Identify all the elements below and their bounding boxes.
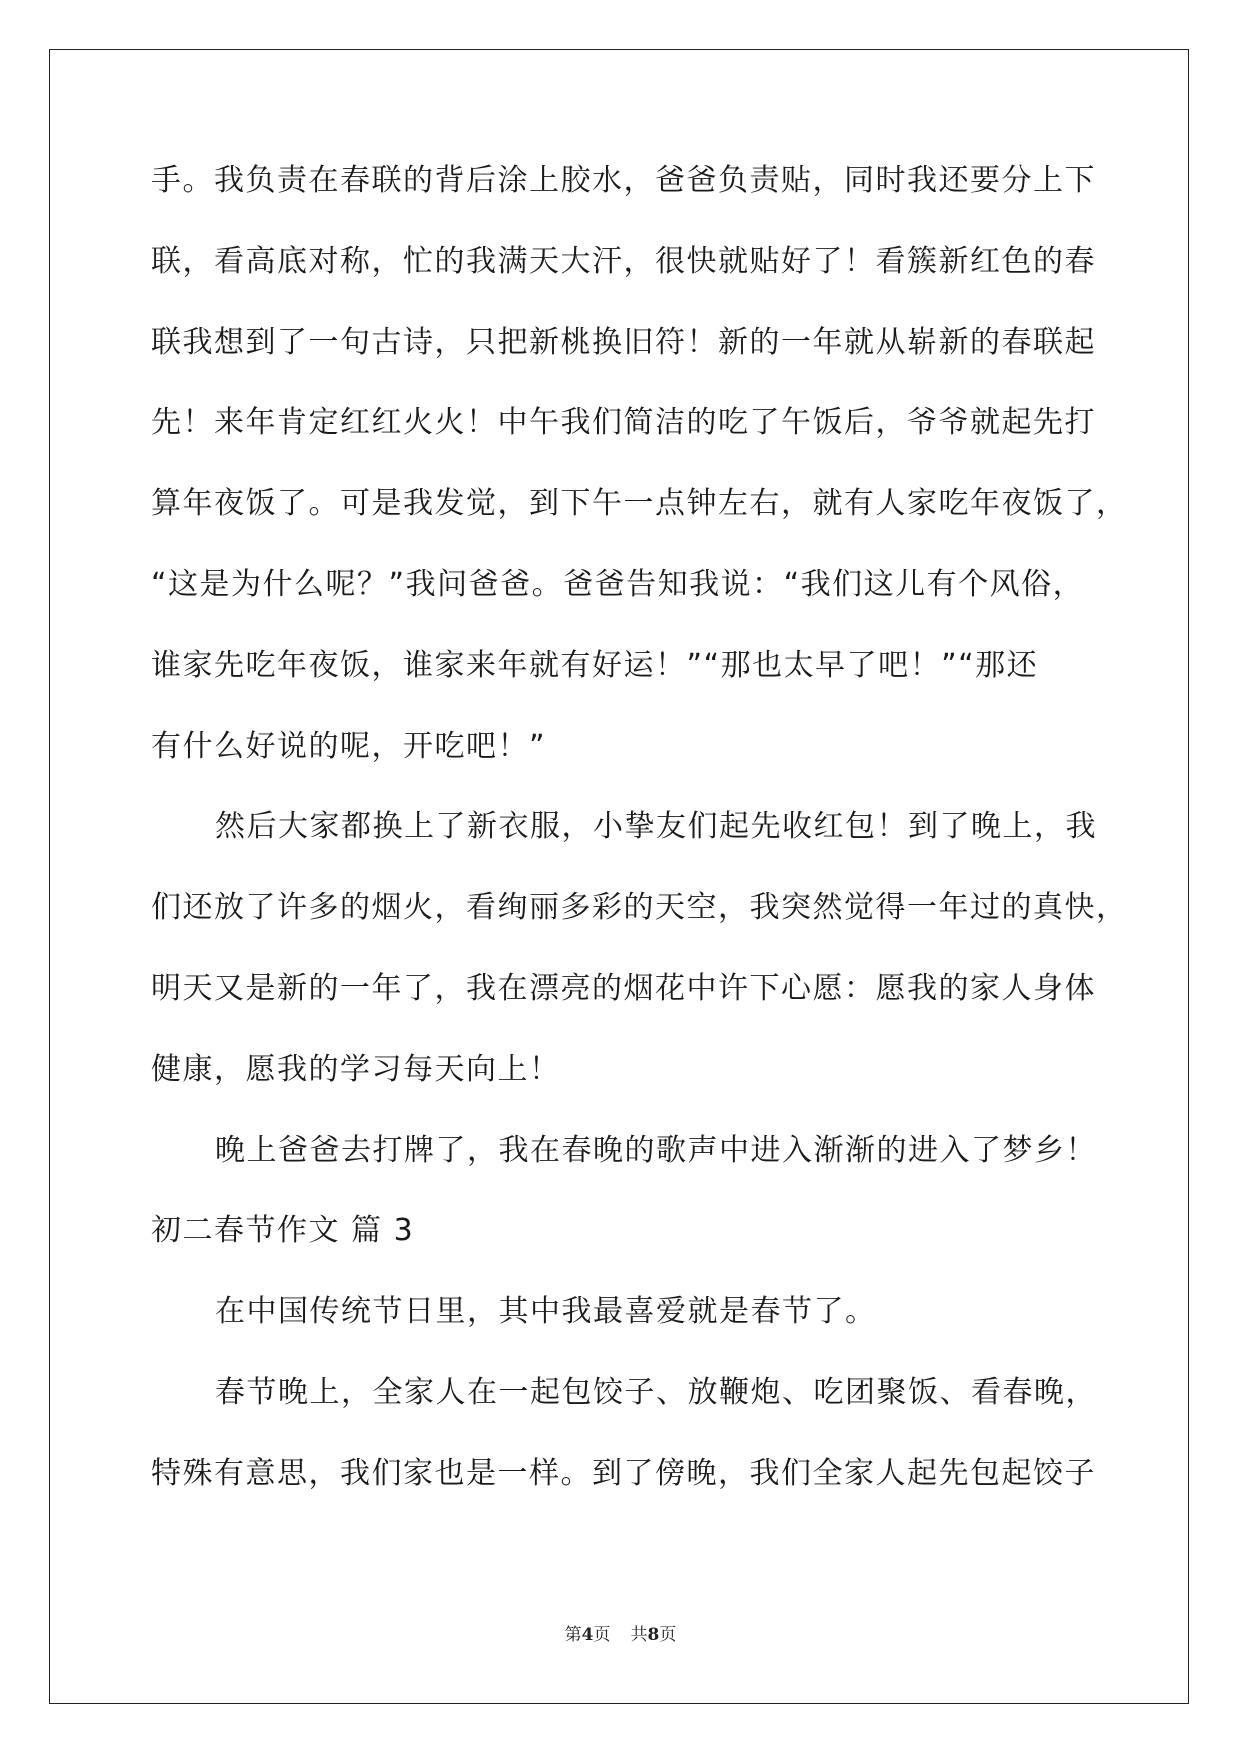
text-line: 算年夜饭了。可是我发觉，到下午一点钟左右，就有人家吃年夜饭了，	[151, 486, 1128, 522]
text-line: 健康，愿我的学习每天向上！	[151, 1051, 561, 1087]
document-body	[151, 156, 1128, 1530]
text-line: 明天又是新的一年了，我在漂亮的烟花中许下心愿：愿我的家人身体	[151, 970, 1096, 1006]
text-line: “这是为什么呢？”我问爸爸。爸爸告知我说：“我们这儿有个风俗，	[151, 566, 1085, 602]
total-prefix: 共	[630, 1625, 648, 1645]
text-line: 晚上爸爸去打牌了，我在春晚的歌声中进入渐渐的进入了梦乡！	[215, 1132, 1097, 1168]
total-suffix: 页	[659, 1625, 677, 1645]
text-line: 春节晚上，全家人在一起包饺子、放鞭炮、吃团聚饭、看春晚，	[215, 1374, 1097, 1410]
text-line: 联我想到了一句古诗，只把新桃换旧符！新的一年就从崭新的春联起	[151, 324, 1096, 360]
section-heading: 初二春节作文 篇 3	[151, 1213, 415, 1249]
text-line: 谁家先吃年夜饭，谁家来年就有好运！”“那也太早了吧！”“那还	[151, 647, 1039, 683]
text-line: 先！来年肯定红红火火！中午我们简洁的吃了午饭后，爷爷就起先打	[151, 405, 1096, 441]
page-footer	[0, 1620, 1241, 1645]
text-line: 们还放了许多的烟火，看绚丽多彩的天空，我突然觉得一年过的真快，	[151, 890, 1128, 926]
text-line: 联，看高底对称，忙的我满天大汗，很快就贴好了！看簇新红色的春	[151, 243, 1096, 279]
page-prefix: 第	[564, 1625, 582, 1645]
total-pages: 8	[647, 1625, 660, 1645]
text-line: 特殊有意思，我们家也是一样。到了傍晚，我们全家人起先包起饺子	[151, 1455, 1096, 1491]
page-suffix: 页	[593, 1625, 611, 1645]
text-line: 然后大家都换上了新衣服，小挚友们起先收红包！到了晚上，我	[215, 809, 1097, 845]
text-line: 有什么好说的呢，开吃吧！”	[151, 728, 547, 764]
text-line: 在中国传统节日里，其中我最喜爱就是春节了。	[215, 1294, 877, 1330]
page-number: 4	[581, 1625, 594, 1645]
text-line: 手。我负责在春联的背后涂上胶水，爸爸负责贴，同时我还要分上下	[151, 163, 1096, 198]
